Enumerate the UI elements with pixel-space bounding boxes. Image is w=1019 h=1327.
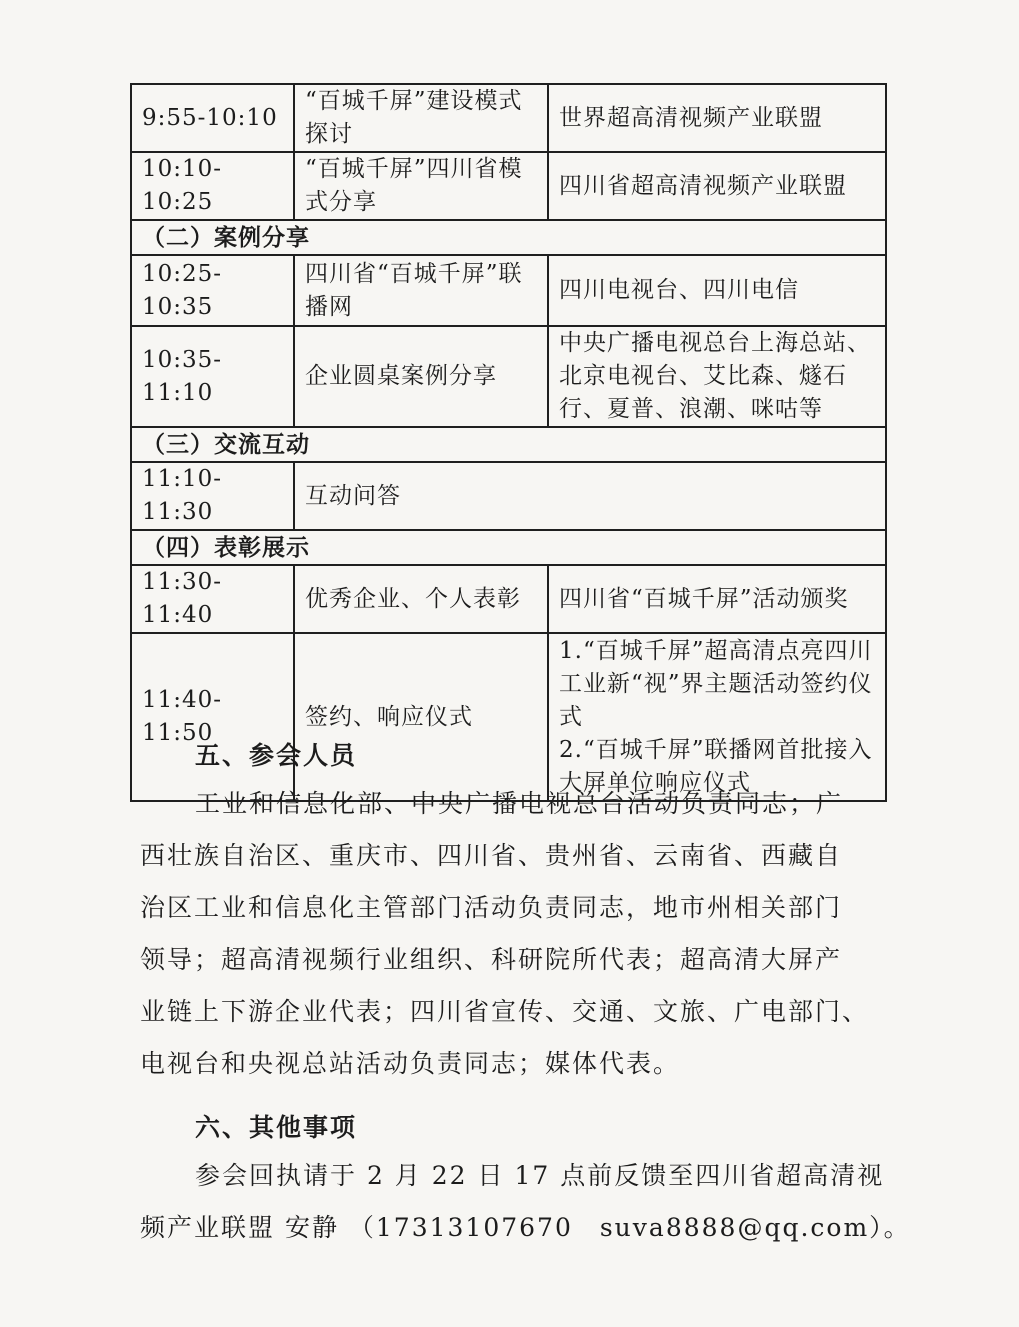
attendees-paragraph	[140, 778, 885, 1090]
org-line: 2.“百城千屏”联播网首批接入大屏单位响应仪式	[559, 736, 873, 796]
time-cell: 11:10-11:30	[131, 462, 294, 530]
time-cell: 10:25-10:35	[131, 255, 294, 326]
time-cell: 10:10-10:25	[131, 152, 294, 220]
item-cell: 企业圆桌案例分享	[294, 326, 548, 427]
org-cell: 四川省“百城千屏”活动颁奖	[548, 565, 886, 633]
item-cell: 互动问答	[294, 462, 886, 530]
section-row	[131, 530, 886, 565]
paragraph-line: 频产业联盟 安静 （17313107670 suva8888@qq.com）。	[140, 1213, 911, 1242]
table-row	[131, 565, 886, 633]
table-row	[131, 326, 886, 427]
time-cell: 11:30-11:40	[131, 565, 294, 633]
other-matters-paragraph	[140, 1150, 911, 1254]
time-cell: 9:55-10:10	[131, 84, 294, 152]
item-cell: “百城千屏”建设模式探讨	[294, 84, 548, 152]
section-heading: 六、其他事项	[195, 1113, 358, 1142]
time-cell: 10:35-11:10	[131, 326, 294, 427]
table-row	[131, 633, 886, 801]
item-cell: 四川省“百城千屏”联播网	[294, 255, 548, 326]
section-title: （二）案例分享	[131, 220, 886, 255]
section-row	[131, 220, 886, 255]
org-cell: 四川电视台、四川电信	[548, 255, 886, 326]
time-cell: 11:40-11:50	[131, 633, 294, 801]
org-cell: 中央广播电视总台上海总站、北京电视台、艾比森、燧石行、夏普、浪潮、咪咕等	[548, 326, 886, 427]
paragraph-line: 电视台和央视总站活动负责同志；媒体代表。	[140, 1049, 681, 1078]
table-row	[131, 84, 886, 152]
table-row	[131, 152, 886, 220]
section-row	[131, 427, 886, 462]
item-cell: “百城千屏”四川省模式分享	[294, 152, 548, 220]
paragraph-line: 参会回执请于 2 月 22 日 17 点前反馈至四川省超高清视	[195, 1161, 885, 1190]
section-heading: 五、参会人员	[195, 741, 358, 770]
paragraph-line: 西壮族自治区、重庆市、四川省、贵州省、云南省、西藏自	[140, 841, 843, 870]
paragraph-line: 领导；超高清视频行业组织、科研院所代表；超高清大屏产	[140, 945, 843, 974]
org-cell	[548, 633, 886, 801]
paragraph-line: 业链上下游企业代表；四川省宣传、交通、文旅、广电部门、	[140, 997, 870, 1026]
section-title: （四）表彰展示	[131, 530, 886, 565]
paragraph-line: 工业和信息化部、中央广播电视总台活动负责同志；广	[195, 789, 844, 818]
agenda-table	[130, 83, 887, 802]
org-line: 1.“百城千屏”超高清点亮四川工业新“视”界主题活动签约仪式	[559, 637, 873, 730]
paragraph-line: 治区工业和信息化主管部门活动负责同志，地市州相关部门	[140, 893, 843, 922]
item-cell: 签约、响应仪式	[294, 633, 548, 801]
org-cell: 四川省超高清视频产业联盟	[548, 152, 886, 220]
table-row	[131, 462, 886, 530]
table-row	[131, 255, 886, 326]
section-title: （三）交流互动	[131, 427, 886, 462]
item-cell: 优秀企业、个人表彰	[294, 565, 548, 633]
org-cell: 世界超高清视频产业联盟	[548, 84, 886, 152]
